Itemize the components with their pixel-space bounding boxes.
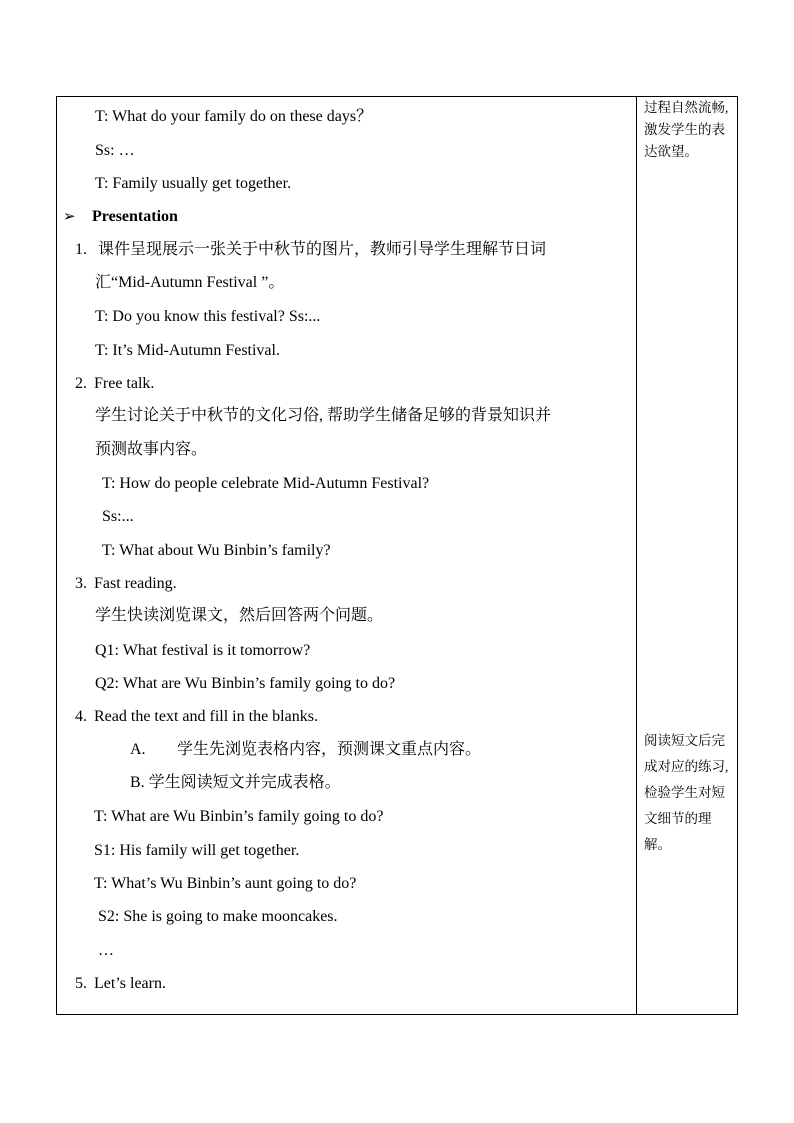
dialogue-line: T: Do you know this festival? Ss:... — [95, 308, 321, 325]
step-title: Fast reading. — [94, 575, 177, 592]
step-text: 预测故事内容。 — [95, 441, 208, 458]
dialogue-line: T: What are Wu Binbin’s family going to do? — [94, 808, 384, 825]
dialogue-line: … — [98, 942, 114, 959]
step-number: 2. — [75, 375, 87, 392]
dialogue-line: S2: She is going to make mooncakes. — [98, 908, 338, 925]
step-number: 1. — [75, 241, 87, 258]
column-divider — [636, 96, 637, 1015]
step-title: Free talk. — [94, 375, 155, 392]
step-text: 学生讨论关于中秋节的文化习俗, 帮助学生储备足够的背景知识并 — [95, 407, 552, 424]
sub-step-text: B. 学生阅读短文并完成表格。 — [130, 774, 341, 791]
teaching-note: 阅读短文后完成对应的练习,检验学生对短文细节的理解。 — [644, 733, 729, 852]
dialogue-line: T: What’s Wu Binbin’s aunt going to do? — [94, 875, 357, 892]
question-line: Q2: What are Wu Binbin’s family going to do? — [95, 675, 396, 692]
dialogue-line: Ss:... — [102, 508, 134, 525]
dialogue-line: T: What about Wu Binbin’s family? — [102, 542, 331, 559]
step-text: 学生快读浏览课文，然后回答两个问题。 — [95, 607, 384, 624]
step-title: Let’s learn. — [94, 975, 166, 992]
teaching-note: 过程自然流畅,激发学生的表达欲望。 — [644, 100, 729, 159]
dialogue-line: S1: His family will get together. — [94, 842, 300, 859]
dialogue-line: T: What do your family do on these days？ — [95, 108, 373, 125]
section-heading: Presentation — [92, 208, 178, 225]
step-number: 3. — [75, 575, 87, 592]
step-text: 课件呈现展示一张关于中秋节的图片，教师引导学生理解节日词 — [98, 241, 547, 258]
dialogue-line: T: How do people celebrate Mid-Autumn Festival? — [102, 475, 430, 492]
dialogue-line: T: Family usually get together. — [95, 175, 292, 192]
step-number: 5. — [75, 975, 87, 992]
question-line: Q1: What festival is it tomorrow? — [95, 642, 311, 659]
arrow-bullet-icon: ➢ — [63, 209, 76, 225]
step-text: 汇“Mid-Autumn Festival ”。 — [95, 274, 285, 291]
step-number: 4. — [75, 708, 87, 725]
step-title: Read the text and fill in the blanks. — [94, 708, 318, 725]
dialogue-line: T: It’s Mid-Autumn Festival. — [95, 342, 280, 359]
sub-step-label: A. — [130, 741, 146, 758]
sub-step-text: 学生先浏览表格内容，预测课文重点内容。 — [177, 741, 482, 758]
dialogue-line: Ss: … — [95, 142, 135, 159]
